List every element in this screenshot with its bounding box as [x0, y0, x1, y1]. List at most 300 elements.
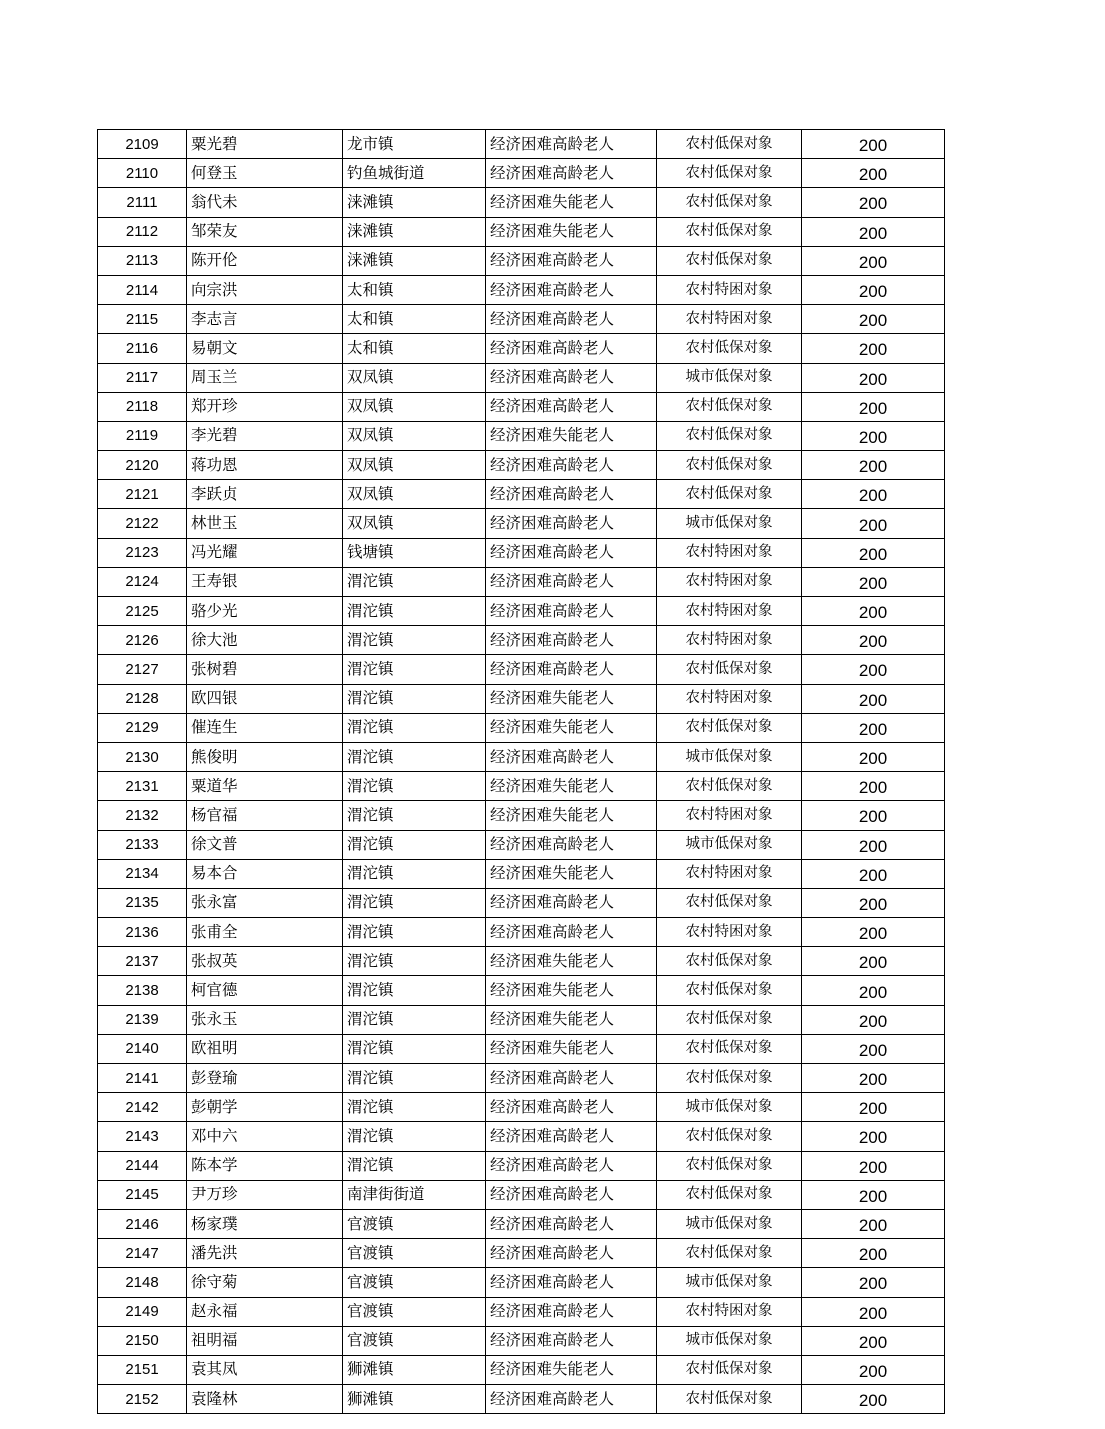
town-cell: 钓鱼城街道 — [343, 159, 486, 188]
town-cell: 狮滩镇 — [343, 1385, 486, 1414]
town-cell: 涞滩镇 — [343, 217, 486, 246]
table-row — [98, 421, 945, 450]
amount-cell: 200 — [802, 772, 945, 801]
town-cell: 官渡镇 — [343, 1209, 486, 1238]
town-cell: 钱塘镇 — [343, 538, 486, 567]
row-number-cell: 2117 — [98, 363, 187, 392]
town-cell: 渭沱镇 — [343, 1122, 486, 1151]
name-cell: 冯光耀 — [187, 538, 343, 567]
name-cell: 李光碧 — [187, 421, 343, 450]
category-cell: 经济困难高龄老人 — [486, 451, 657, 480]
row-number-cell: 2152 — [98, 1385, 187, 1414]
amount-cell: 200 — [802, 130, 945, 159]
table-row — [98, 713, 945, 742]
assistance-type-cell: 城市低保对象 — [657, 1268, 802, 1297]
assistance-type-cell: 农村低保对象 — [657, 421, 802, 450]
assistance-type-cell: 农村低保对象 — [657, 130, 802, 159]
assistance-type-cell: 农村低保对象 — [657, 451, 802, 480]
table-row — [98, 976, 945, 1005]
town-cell: 双凤镇 — [343, 392, 486, 421]
category-cell: 经济困难高龄老人 — [486, 305, 657, 334]
amount-cell: 200 — [802, 1122, 945, 1151]
assistance-type-cell: 农村特困对象 — [657, 275, 802, 304]
table-row — [98, 480, 945, 509]
town-cell: 南津街街道 — [343, 1180, 486, 1209]
table-row — [98, 538, 945, 567]
category-cell: 经济困难高龄老人 — [486, 392, 657, 421]
assistance-type-cell: 农村低保对象 — [657, 713, 802, 742]
amount-cell: 200 — [802, 451, 945, 480]
town-cell: 官渡镇 — [343, 1326, 486, 1355]
amount-cell: 200 — [802, 830, 945, 859]
assistance-type-cell: 农村低保对象 — [657, 1180, 802, 1209]
amount-cell: 200 — [802, 1268, 945, 1297]
table-row — [98, 772, 945, 801]
amount-cell: 200 — [802, 421, 945, 450]
assistance-type-cell: 农村特困对象 — [657, 684, 802, 713]
table-row — [98, 334, 945, 363]
category-cell: 经济困难失能老人 — [486, 1355, 657, 1384]
row-number-cell: 2148 — [98, 1268, 187, 1297]
category-cell: 经济困难高龄老人 — [486, 1326, 657, 1355]
town-cell: 双凤镇 — [343, 509, 486, 538]
row-number-cell: 2140 — [98, 1034, 187, 1063]
category-cell: 经济困难高龄老人 — [486, 1064, 657, 1093]
assistance-type-cell: 城市低保对象 — [657, 742, 802, 771]
table-row — [98, 1005, 945, 1034]
row-number-cell: 2123 — [98, 538, 187, 567]
town-cell: 涞滩镇 — [343, 246, 486, 275]
town-cell: 龙市镇 — [343, 130, 486, 159]
category-cell: 经济困难高龄老人 — [486, 655, 657, 684]
town-cell: 渭沱镇 — [343, 947, 486, 976]
row-number-cell: 2136 — [98, 918, 187, 947]
town-cell: 官渡镇 — [343, 1239, 486, 1268]
town-cell: 双凤镇 — [343, 363, 486, 392]
table-row — [98, 509, 945, 538]
assistance-type-cell: 农村低保对象 — [657, 1122, 802, 1151]
table-row — [98, 801, 945, 830]
assistance-type-cell: 城市低保对象 — [657, 830, 802, 859]
category-cell: 经济困难高龄老人 — [486, 1209, 657, 1238]
subsidy-table — [97, 129, 945, 1414]
row-number-cell: 2111 — [98, 188, 187, 217]
row-number-cell: 2138 — [98, 976, 187, 1005]
assistance-type-cell: 农村低保对象 — [657, 1385, 802, 1414]
amount-cell: 200 — [802, 538, 945, 567]
town-cell: 渭沱镇 — [343, 1064, 486, 1093]
table-row — [98, 888, 945, 917]
amount-cell: 200 — [802, 801, 945, 830]
table-row — [98, 1385, 945, 1414]
category-cell: 经济困难失能老人 — [486, 1005, 657, 1034]
name-cell: 袁其凤 — [187, 1355, 343, 1384]
category-cell: 经济困难失能老人 — [486, 947, 657, 976]
category-cell: 经济困难高龄老人 — [486, 1268, 657, 1297]
amount-cell: 200 — [802, 713, 945, 742]
town-cell: 渭沱镇 — [343, 742, 486, 771]
amount-cell: 200 — [802, 480, 945, 509]
category-cell: 经济困难高龄老人 — [486, 1239, 657, 1268]
category-cell: 经济困难失能老人 — [486, 801, 657, 830]
name-cell: 杨家璞 — [187, 1209, 343, 1238]
town-cell: 渭沱镇 — [343, 772, 486, 801]
category-cell: 经济困难高龄老人 — [486, 626, 657, 655]
town-cell: 渭沱镇 — [343, 888, 486, 917]
table-row — [98, 830, 945, 859]
assistance-type-cell: 城市低保对象 — [657, 1093, 802, 1122]
assistance-type-cell: 农村低保对象 — [657, 888, 802, 917]
row-number-cell: 2124 — [98, 567, 187, 596]
row-number-cell: 2129 — [98, 713, 187, 742]
town-cell: 渭沱镇 — [343, 655, 486, 684]
name-cell: 欧四银 — [187, 684, 343, 713]
town-cell: 太和镇 — [343, 334, 486, 363]
town-cell: 渭沱镇 — [343, 1151, 486, 1180]
name-cell: 张树碧 — [187, 655, 343, 684]
category-cell: 经济困难失能老人 — [486, 188, 657, 217]
table-row — [98, 1093, 945, 1122]
category-cell: 经济困难高龄老人 — [486, 830, 657, 859]
town-cell: 渭沱镇 — [343, 1034, 486, 1063]
amount-cell: 200 — [802, 684, 945, 713]
amount-cell: 200 — [802, 1209, 945, 1238]
assistance-type-cell: 城市低保对象 — [657, 509, 802, 538]
category-cell: 经济困难高龄老人 — [486, 597, 657, 626]
category-cell: 经济困难高龄老人 — [486, 363, 657, 392]
row-number-cell: 2125 — [98, 597, 187, 626]
assistance-type-cell: 农村低保对象 — [657, 947, 802, 976]
category-cell: 经济困难高龄老人 — [486, 1151, 657, 1180]
town-cell: 渭沱镇 — [343, 976, 486, 1005]
category-cell: 经济困难高龄老人 — [486, 480, 657, 509]
assistance-type-cell: 农村特困对象 — [657, 305, 802, 334]
table-row — [98, 1034, 945, 1063]
amount-cell: 200 — [802, 1064, 945, 1093]
assistance-type-cell: 城市低保对象 — [657, 1209, 802, 1238]
category-cell: 经济困难失能老人 — [486, 713, 657, 742]
amount-cell: 200 — [802, 275, 945, 304]
name-cell: 林世玉 — [187, 509, 343, 538]
amount-cell: 200 — [802, 888, 945, 917]
category-cell: 经济困难失能老人 — [486, 772, 657, 801]
name-cell: 易朝文 — [187, 334, 343, 363]
amount-cell: 200 — [802, 859, 945, 888]
town-cell: 官渡镇 — [343, 1297, 486, 1326]
row-number-cell: 2149 — [98, 1297, 187, 1326]
amount-cell: 200 — [802, 1180, 945, 1209]
amount-cell: 200 — [802, 742, 945, 771]
amount-cell: 200 — [802, 159, 945, 188]
name-cell: 邓中六 — [187, 1122, 343, 1151]
assistance-type-cell: 农村低保对象 — [657, 159, 802, 188]
town-cell: 太和镇 — [343, 275, 486, 304]
table-row — [98, 918, 945, 947]
amount-cell: 200 — [802, 947, 945, 976]
table-row — [98, 684, 945, 713]
row-number-cell: 2113 — [98, 246, 187, 275]
assistance-type-cell: 农村特困对象 — [657, 567, 802, 596]
table-row — [98, 275, 945, 304]
town-cell: 太和镇 — [343, 305, 486, 334]
table-row — [98, 1180, 945, 1209]
amount-cell: 200 — [802, 918, 945, 947]
row-number-cell: 2119 — [98, 421, 187, 450]
table-row — [98, 451, 945, 480]
name-cell: 周玉兰 — [187, 363, 343, 392]
row-number-cell: 2116 — [98, 334, 187, 363]
table-row — [98, 246, 945, 275]
assistance-type-cell: 农村低保对象 — [657, 1239, 802, 1268]
category-cell: 经济困难失能老人 — [486, 421, 657, 450]
town-cell: 渭沱镇 — [343, 918, 486, 947]
category-cell: 经济困难高龄老人 — [486, 509, 657, 538]
name-cell: 彭朝学 — [187, 1093, 343, 1122]
town-cell: 渭沱镇 — [343, 684, 486, 713]
table-row — [98, 567, 945, 596]
assistance-type-cell: 农村特困对象 — [657, 918, 802, 947]
name-cell: 蒋功恩 — [187, 451, 343, 480]
name-cell: 陈本学 — [187, 1151, 343, 1180]
table-row — [98, 188, 945, 217]
name-cell: 张永玉 — [187, 1005, 343, 1034]
table-row — [98, 655, 945, 684]
assistance-type-cell: 农村低保对象 — [657, 246, 802, 275]
row-number-cell: 2139 — [98, 1005, 187, 1034]
amount-cell: 200 — [802, 363, 945, 392]
name-cell: 熊俊明 — [187, 742, 343, 771]
town-cell: 渭沱镇 — [343, 801, 486, 830]
name-cell: 柯官德 — [187, 976, 343, 1005]
category-cell: 经济困难高龄老人 — [486, 130, 657, 159]
category-cell: 经济困难失能老人 — [486, 1034, 657, 1063]
name-cell: 彭登瑜 — [187, 1064, 343, 1093]
amount-cell: 200 — [802, 217, 945, 246]
amount-cell: 200 — [802, 334, 945, 363]
amount-cell: 200 — [802, 246, 945, 275]
name-cell: 尹万珍 — [187, 1180, 343, 1209]
name-cell: 徐守菊 — [187, 1268, 343, 1297]
name-cell: 袁隆林 — [187, 1385, 343, 1414]
name-cell: 骆少光 — [187, 597, 343, 626]
row-number-cell: 2131 — [98, 772, 187, 801]
town-cell: 渭沱镇 — [343, 1005, 486, 1034]
name-cell: 张甫全 — [187, 918, 343, 947]
amount-cell: 200 — [802, 392, 945, 421]
table-row — [98, 597, 945, 626]
amount-cell: 200 — [802, 1297, 945, 1326]
row-number-cell: 2122 — [98, 509, 187, 538]
row-number-cell: 2112 — [98, 217, 187, 246]
name-cell: 祖明福 — [187, 1326, 343, 1355]
assistance-type-cell: 农村低保对象 — [657, 976, 802, 1005]
table-row — [98, 1355, 945, 1384]
table-row — [98, 392, 945, 421]
row-number-cell: 2132 — [98, 801, 187, 830]
table-row — [98, 159, 945, 188]
table-row — [98, 626, 945, 655]
row-number-cell: 2141 — [98, 1064, 187, 1093]
row-number-cell: 2145 — [98, 1180, 187, 1209]
town-cell: 渭沱镇 — [343, 597, 486, 626]
town-cell: 渭沱镇 — [343, 713, 486, 742]
table-row — [98, 947, 945, 976]
name-cell: 催连生 — [187, 713, 343, 742]
assistance-type-cell: 农村低保对象 — [657, 480, 802, 509]
table-row — [98, 1326, 945, 1355]
town-cell: 渭沱镇 — [343, 626, 486, 655]
table-row — [98, 363, 945, 392]
assistance-type-cell: 农村特困对象 — [657, 597, 802, 626]
row-number-cell: 2130 — [98, 742, 187, 771]
category-cell: 经济困难失能老人 — [486, 976, 657, 1005]
row-number-cell: 2128 — [98, 684, 187, 713]
assistance-type-cell: 农村低保对象 — [657, 334, 802, 363]
name-cell: 张叔英 — [187, 947, 343, 976]
row-number-cell: 2114 — [98, 275, 187, 304]
amount-cell: 200 — [802, 626, 945, 655]
name-cell: 王寿银 — [187, 567, 343, 596]
category-cell: 经济困难高龄老人 — [486, 1297, 657, 1326]
amount-cell: 200 — [802, 1034, 945, 1063]
row-number-cell: 2142 — [98, 1093, 187, 1122]
town-cell: 涞滩镇 — [343, 188, 486, 217]
amount-cell: 200 — [802, 597, 945, 626]
category-cell: 经济困难高龄老人 — [486, 1122, 657, 1151]
amount-cell: 200 — [802, 567, 945, 596]
row-number-cell: 2146 — [98, 1209, 187, 1238]
assistance-type-cell: 城市低保对象 — [657, 1326, 802, 1355]
row-number-cell: 2126 — [98, 626, 187, 655]
row-number-cell: 2109 — [98, 130, 187, 159]
category-cell: 经济困难高龄老人 — [486, 246, 657, 275]
table-row — [98, 1151, 945, 1180]
amount-cell: 200 — [802, 1151, 945, 1180]
assistance-type-cell: 农村低保对象 — [657, 1034, 802, 1063]
category-cell: 经济困难高龄老人 — [486, 538, 657, 567]
row-number-cell: 2127 — [98, 655, 187, 684]
table-row — [98, 1209, 945, 1238]
row-number-cell: 2115 — [98, 305, 187, 334]
table-row — [98, 217, 945, 246]
assistance-type-cell: 农村特困对象 — [657, 801, 802, 830]
town-cell: 双凤镇 — [343, 421, 486, 450]
row-number-cell: 2110 — [98, 159, 187, 188]
table-row — [98, 1297, 945, 1326]
row-number-cell: 2151 — [98, 1355, 187, 1384]
amount-cell: 200 — [802, 188, 945, 217]
assistance-type-cell: 农村低保对象 — [657, 217, 802, 246]
assistance-type-cell: 农村特困对象 — [657, 859, 802, 888]
row-number-cell: 2134 — [98, 859, 187, 888]
assistance-type-cell: 农村特困对象 — [657, 1297, 802, 1326]
town-cell: 狮滩镇 — [343, 1355, 486, 1384]
name-cell: 何登玉 — [187, 159, 343, 188]
assistance-type-cell: 农村低保对象 — [657, 772, 802, 801]
row-number-cell: 2147 — [98, 1239, 187, 1268]
town-cell: 渭沱镇 — [343, 1093, 486, 1122]
name-cell: 徐大池 — [187, 626, 343, 655]
assistance-type-cell: 农村低保对象 — [657, 1005, 802, 1034]
name-cell: 张永富 — [187, 888, 343, 917]
name-cell: 赵永福 — [187, 1297, 343, 1326]
amount-cell: 200 — [802, 1005, 945, 1034]
category-cell: 经济困难高龄老人 — [486, 918, 657, 947]
name-cell: 易本合 — [187, 859, 343, 888]
category-cell: 经济困难高龄老人 — [486, 1385, 657, 1414]
assistance-type-cell: 农村特困对象 — [657, 626, 802, 655]
name-cell: 粟光碧 — [187, 130, 343, 159]
name-cell: 向宗洪 — [187, 275, 343, 304]
category-cell: 经济困难高龄老人 — [486, 742, 657, 771]
amount-cell: 200 — [802, 509, 945, 538]
category-cell: 经济困难高龄老人 — [486, 1093, 657, 1122]
category-cell: 经济困难高龄老人 — [486, 334, 657, 363]
name-cell: 邹荣友 — [187, 217, 343, 246]
name-cell: 翁代未 — [187, 188, 343, 217]
assistance-type-cell: 城市低保对象 — [657, 363, 802, 392]
amount-cell: 200 — [802, 1385, 945, 1414]
category-cell: 经济困难高龄老人 — [486, 888, 657, 917]
row-number-cell: 2121 — [98, 480, 187, 509]
table-row — [98, 305, 945, 334]
name-cell: 欧祖明 — [187, 1034, 343, 1063]
name-cell: 李志言 — [187, 305, 343, 334]
category-cell: 经济困难高龄老人 — [486, 275, 657, 304]
amount-cell: 200 — [802, 1355, 945, 1384]
row-number-cell: 2137 — [98, 947, 187, 976]
town-cell: 官渡镇 — [343, 1268, 486, 1297]
table-row — [98, 1239, 945, 1268]
row-number-cell: 2118 — [98, 392, 187, 421]
name-cell: 潘先洪 — [187, 1239, 343, 1268]
category-cell: 经济困难失能老人 — [486, 684, 657, 713]
town-cell: 渭沱镇 — [343, 830, 486, 859]
assistance-type-cell: 农村低保对象 — [657, 392, 802, 421]
row-number-cell: 2133 — [98, 830, 187, 859]
town-cell: 渭沱镇 — [343, 859, 486, 888]
amount-cell: 200 — [802, 1239, 945, 1268]
row-number-cell: 2135 — [98, 888, 187, 917]
name-cell: 郑开珍 — [187, 392, 343, 421]
table-row — [98, 859, 945, 888]
row-number-cell: 2144 — [98, 1151, 187, 1180]
table-body — [98, 130, 945, 1414]
name-cell: 粟道华 — [187, 772, 343, 801]
name-cell: 徐文普 — [187, 830, 343, 859]
assistance-type-cell: 农村低保对象 — [657, 1151, 802, 1180]
amount-cell: 200 — [802, 1326, 945, 1355]
table-row — [98, 130, 945, 159]
name-cell: 陈开伦 — [187, 246, 343, 275]
amount-cell: 200 — [802, 305, 945, 334]
town-cell: 双凤镇 — [343, 480, 486, 509]
amount-cell: 200 — [802, 655, 945, 684]
name-cell: 李跃贞 — [187, 480, 343, 509]
assistance-type-cell: 农村特困对象 — [657, 538, 802, 567]
assistance-type-cell: 农村低保对象 — [657, 188, 802, 217]
amount-cell: 200 — [802, 976, 945, 1005]
category-cell: 经济困难高龄老人 — [486, 1180, 657, 1209]
table-row — [98, 1064, 945, 1093]
assistance-type-cell: 农村低保对象 — [657, 1064, 802, 1093]
category-cell: 经济困难失能老人 — [486, 859, 657, 888]
row-number-cell: 2150 — [98, 1326, 187, 1355]
category-cell: 经济困难高龄老人 — [486, 567, 657, 596]
table-row — [98, 742, 945, 771]
category-cell: 经济困难高龄老人 — [486, 159, 657, 188]
row-number-cell: 2120 — [98, 451, 187, 480]
